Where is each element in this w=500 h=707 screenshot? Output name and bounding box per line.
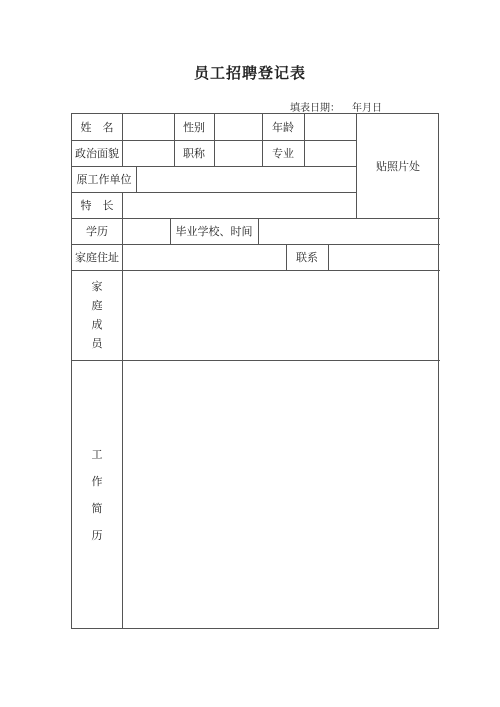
job-title-label: 职称 <box>183 147 205 160</box>
original-unit-label: 原工作单位 <box>76 173 132 186</box>
form-title: 员工招聘登记表 <box>193 64 306 82</box>
photo-area[interactable]: 贴照片处 <box>376 160 420 173</box>
home-address-label: 家庭住址 <box>75 251 119 264</box>
name-label: 姓 名 <box>80 121 114 134</box>
major-label: 专业 <box>272 147 294 160</box>
age-label: 年龄 <box>272 121 294 134</box>
fill-date-value: 年月日 <box>352 103 382 114</box>
specialty-field[interactable] <box>123 192 356 218</box>
political-status-label: 政治面貌 <box>75 147 119 160</box>
education-label: 学历 <box>86 225 108 238</box>
education-field[interactable] <box>123 218 170 244</box>
gender-label: 性别 <box>183 121 205 134</box>
original-unit-field[interactable] <box>137 166 356 192</box>
family-members-field[interactable] <box>123 271 439 360</box>
school-time-label: 毕业学校、时间 <box>175 225 253 238</box>
name-field[interactable] <box>123 114 174 140</box>
gender-field[interactable] <box>215 114 262 140</box>
family-members-label: 家 庭 成 员 <box>91 280 103 350</box>
specialty-label: 特 长 <box>80 199 114 212</box>
job-title-field[interactable] <box>215 140 262 166</box>
school-time-field[interactable] <box>259 218 439 244</box>
contact-field[interactable] <box>329 244 439 270</box>
home-address-field[interactable] <box>123 244 286 270</box>
political-status-field[interactable] <box>123 140 174 166</box>
work-history-label: 工 作 简 历 <box>91 448 103 542</box>
registration-form-table <box>71 113 439 629</box>
age-field[interactable] <box>305 114 356 140</box>
fill-date-label: 填表日期： <box>290 103 340 114</box>
major-field[interactable] <box>305 140 356 166</box>
contact-label: 联系 <box>296 251 318 264</box>
work-history-field[interactable] <box>123 361 439 629</box>
